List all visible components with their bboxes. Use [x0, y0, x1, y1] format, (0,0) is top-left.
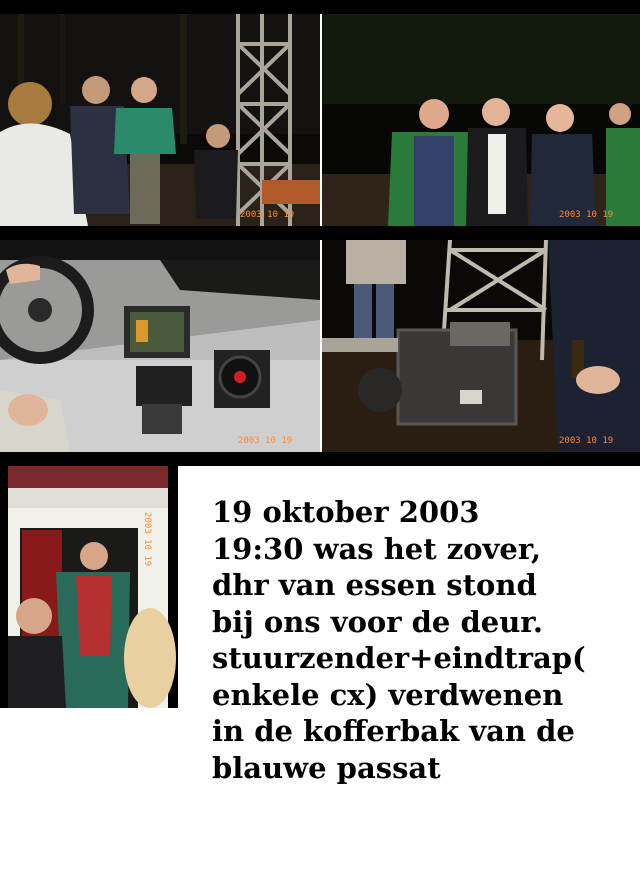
- caption-line: in de kofferbak van de: [212, 714, 575, 748]
- caption-line: enkele cx) verdwenen: [212, 677, 564, 712]
- caption-line: 19:30 was het zover,: [212, 531, 542, 566]
- top-frame: [0, 0, 640, 14]
- tower-night-image: [0, 14, 320, 226]
- transmitter-box-image: [322, 240, 640, 452]
- photo-doorway: [0, 466, 178, 708]
- caption-line: dhr van essen stond: [212, 568, 537, 602]
- date-stamp: 2003 10 19: [559, 436, 614, 446]
- date-stamp: 2003 10 19: [238, 436, 293, 446]
- caption-line: 19 oktober 2003: [212, 495, 480, 529]
- date-stamp: 2003 10 19: [142, 512, 152, 567]
- photo-group-portrait: [322, 14, 640, 226]
- photo-transmitter-box: [322, 240, 640, 452]
- middle-frame: [0, 226, 640, 240]
- date-stamp: 2003 10 19: [240, 210, 295, 220]
- bottom-frame: [0, 452, 640, 466]
- photo-tower-night: [0, 14, 320, 226]
- car-interior-image: [0, 240, 320, 452]
- caption-line: blauwe passat: [212, 750, 441, 785]
- group-portrait-image: [322, 14, 640, 226]
- date-stamp: 2003 10 19: [559, 210, 614, 220]
- caption: [212, 494, 640, 786]
- caption-line: stuurzender+eindtrap(: [212, 641, 586, 675]
- caption-line: bij ons voor de deur.: [212, 604, 543, 639]
- photo-car-interior: [0, 240, 320, 452]
- doorway-image: [0, 466, 178, 708]
